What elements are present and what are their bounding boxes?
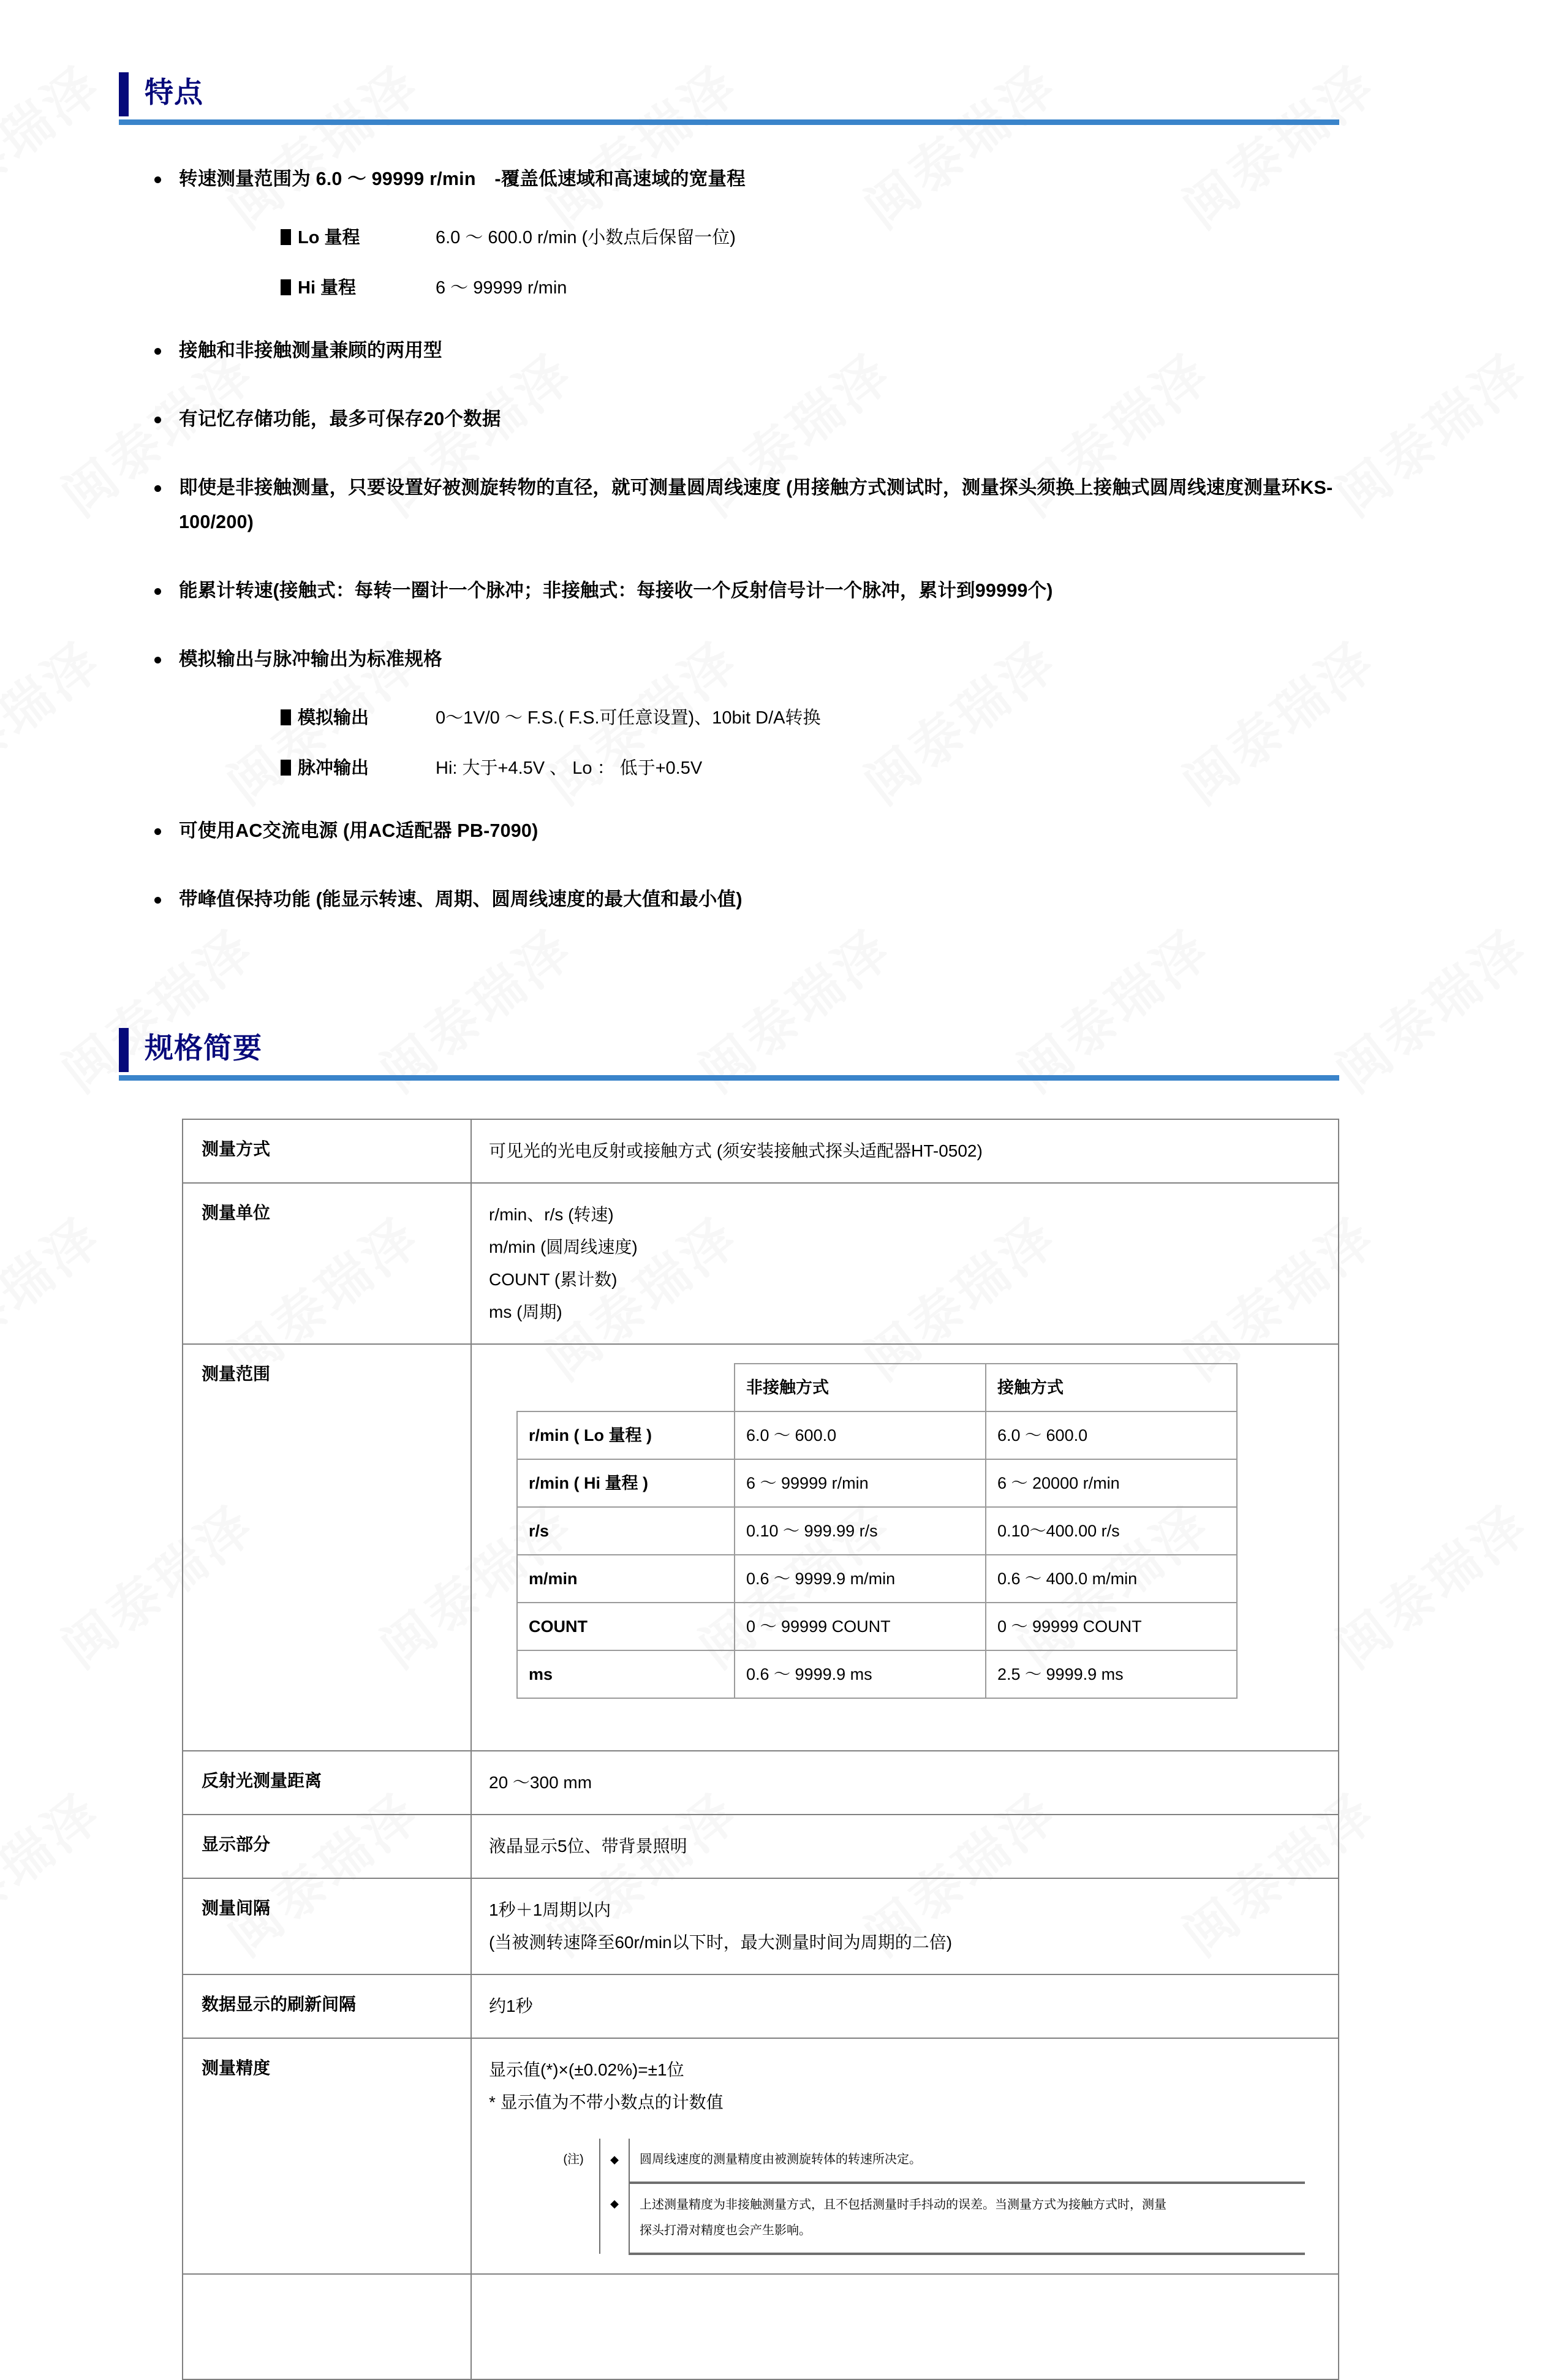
sublist-item [281, 754, 1335, 783]
range-table-column-header: 接触方式 [986, 1364, 1237, 1411]
spec-table [182, 1119, 1339, 2380]
spec-key: 测量单位 [183, 1183, 471, 1344]
range-table-corner [517, 1364, 735, 1411]
spec-value-line: * 显示值为不带小数点的计数值 [489, 2093, 724, 2112]
spec-value [471, 1119, 1339, 1183]
spec-value-line: (当被测转速降至60r/min以下时，最大测量时间为周期的二倍) [489, 1933, 953, 1952]
range-cell: 6.0 ～ 600.0 [735, 1411, 986, 1459]
table-row [183, 1815, 1339, 1878]
spec-key: 反射光测量距离 [183, 1751, 471, 1815]
specs-heading: 规格简要 [145, 1032, 262, 1064]
features-heading: 特点 [145, 76, 203, 108]
specs-section-header [119, 1024, 1339, 1081]
table-row [183, 1878, 1339, 1974]
spec-value-line: 1秒＋1周期以内 [489, 1900, 611, 1919]
note-tag-label: (注) [545, 2139, 600, 2183]
table-row [183, 2274, 1339, 2379]
range-cell: 0.10 ～ 999.99 r/s [735, 1507, 986, 1555]
spec-key: 测量精度 [183, 2038, 471, 2274]
section-divider-rule [119, 1075, 1339, 1081]
spec-value [471, 1878, 1339, 1974]
spec-value-line: ms (周期) [489, 1302, 562, 1321]
table-row [183, 1119, 1339, 1183]
table-header-row [517, 1364, 1237, 1411]
features-list [147, 162, 1335, 916]
range-cell: 0 ～ 99999 COUNT [986, 1603, 1237, 1650]
diamond-bullet-icon: ◆ [600, 2139, 629, 2183]
feature-item: 能累计转速(接触式：每转一圈计一个脉冲；非接触式：每接收一个反射信号计一个脉冲，累计到99999个) [147, 573, 1335, 608]
table-row [183, 1751, 1339, 1815]
note-tag-spacer [545, 2183, 600, 2254]
spec-value-line: 液晶显示5位、带背景照明 [489, 1837, 687, 1856]
measurement-range-table [516, 1363, 1238, 1699]
sublist-item-label: Lo 量程 [298, 228, 360, 247]
sublist-item [281, 273, 1335, 303]
range-cell: 0.10～400.00 r/s [986, 1507, 1237, 1555]
spec-key: 测量方式 [183, 1119, 471, 1183]
spec-value-line: 约1秒 [489, 1997, 533, 2015]
range-row-label: COUNT [517, 1603, 735, 1650]
spec-key: 测量范围 [183, 1344, 471, 1751]
feature-item: 接触和非接触测量兼顾的两用型 [147, 333, 1335, 368]
note-line: 探头打滑对精度也会产生影响。 [640, 2224, 811, 2237]
spec-value [471, 1183, 1339, 1344]
features-section [0, 69, 1457, 916]
spec-value [471, 1815, 1339, 1878]
table-row [517, 1459, 1237, 1507]
sublist-item-value: 6.0 ～ 600.0 r/min (小数点后保留一位) [436, 228, 736, 247]
square-bullet-icon [281, 229, 291, 245]
spec-value [471, 1751, 1339, 1815]
accuracy-notes [545, 2139, 1305, 2255]
table-row [183, 1183, 1339, 1344]
range-cell: 6 ～ 99999 r/min [735, 1459, 986, 1507]
sublist-item-value: 6 ～ 99999 r/min [436, 278, 567, 298]
spec-value-line: r/min、r/s (转速) [489, 1205, 614, 1224]
spec-value-line: 20 ～300 mm [489, 1773, 592, 1792]
feature-item: 有记忆存储功能，最多可保存20个数据 [147, 402, 1335, 436]
range-table-column-header: 非接触方式 [735, 1364, 986, 1411]
sublist-item-label: Hi 量程 [298, 278, 357, 298]
diamond-bullet-icon: ◆ [600, 2183, 629, 2254]
section-accent-bar [119, 1028, 129, 1072]
range-cell: 6.0 ～ 600.0 [986, 1411, 1237, 1459]
note-line: 上述测量精度为非接触测量方式，且不包括测量时手抖动的误差。当测量方式为接触方式时，测量 [640, 2198, 1166, 2212]
range-row-label: r/min ( Hi 量程 ) [517, 1459, 735, 1507]
table-row [183, 2038, 1339, 2274]
section-divider-rule [119, 119, 1339, 125]
note-line: 圆周线速度的测量精度由被测旋转体的转速所决定。 [640, 2153, 921, 2166]
range-row-label: m/min [517, 1555, 735, 1603]
spec-key: 显示部分 [183, 1815, 471, 1878]
sublist-item-label: 脉冲输出 [298, 758, 369, 778]
spec-key: 测量间隔 [183, 1878, 471, 1974]
table-row [517, 1650, 1237, 1698]
range-cell: 0.6 ～ 400.0 m/min [986, 1555, 1237, 1603]
range-cell: 2.5 ～ 9999.9 ms [986, 1650, 1237, 1698]
range-sublist [147, 223, 1335, 303]
output-sublist [147, 703, 1335, 783]
range-cell: 0.6 ～ 9999.9 m/min [735, 1555, 986, 1603]
measurement-range-table-wrapper [472, 1345, 1338, 1710]
note-row [545, 2139, 1305, 2183]
note-text [629, 2183, 1305, 2254]
spec-value-line: m/min (圆周线速度) [489, 1237, 638, 1256]
section-spacer [0, 951, 1457, 1024]
spec-value-line: 显示值(*)×(±0.02%)=±1位 [489, 2060, 684, 2079]
feature-item: 可使用AC交流电源 (用AC适配器 PB-7090) [147, 814, 1335, 848]
section-accent-bar [119, 72, 129, 116]
range-row-label: ms [517, 1650, 735, 1698]
spec-table-wrapper [182, 1119, 1339, 2380]
feature-item: 转速测量范围为 6.0 ～ 99999 r/min -覆盖低速域和高速域的宽量程 [147, 162, 1335, 196]
sublist-item [281, 703, 1335, 733]
sublist-item-value: 0～1V/0 ～ F.S.( F.S.可任意设置)、10bit D/A转换 [436, 708, 821, 728]
table-row [183, 1974, 1339, 2038]
spec-key: 数据显示的刷新间隔 [183, 1974, 471, 2038]
spec-value [471, 1974, 1339, 2038]
table-row [517, 1603, 1237, 1650]
specs-section [0, 1024, 1457, 2380]
table-row [517, 1507, 1237, 1555]
feature-item: 带峰值保持功能 (能显示转速、周期、圆周线速度的最大值和最小值) [147, 882, 1335, 916]
square-bullet-icon [281, 279, 291, 295]
sublist-item-label: 模拟输出 [298, 708, 369, 728]
range-cell: 0 ～ 99999 COUNT [735, 1603, 986, 1650]
table-row [517, 1555, 1237, 1603]
spec-value-line: 可见光的光电反射或接触方式 (须安装接触式探头适配器HT-0502) [489, 1141, 983, 1160]
document-page [0, 69, 1457, 2237]
page-content [0, 69, 1457, 2380]
spec-key [183, 2274, 471, 2379]
range-row-label: r/s [517, 1507, 735, 1555]
notes-table [545, 2139, 1305, 2255]
spec-value [471, 2038, 1339, 2274]
range-row-label: r/min ( Lo 量程 ) [517, 1411, 735, 1459]
note-row [545, 2183, 1305, 2254]
sublist-item [281, 223, 1335, 252]
feature-item: 即使是非接触测量，只要设置好被测旋转物的直径，就可测量圆周线速度 (用接触方式测试时，测量探头须换上接触式圆周线速度测量环KS-100/200) [147, 470, 1335, 539]
feature-item: 模拟输出与脉冲输出为标准规格 [147, 642, 1335, 676]
sublist-item-value: Hi: 大于+4.5V 、 Lo ： 低于+0.5V [436, 758, 703, 778]
spec-value-line: COUNT (累计数) [489, 1270, 618, 1289]
square-bullet-icon [281, 709, 291, 725]
square-bullet-icon [281, 760, 291, 776]
range-cell: 0.6 ～ 9999.9 ms [735, 1650, 986, 1698]
features-section-header [119, 69, 1339, 125]
spec-value [471, 2274, 1339, 2379]
spec-value [471, 1344, 1339, 1751]
table-row [183, 1344, 1339, 1751]
table-row [517, 1411, 1237, 1459]
range-cell: 6 ～ 20000 r/min [986, 1459, 1237, 1507]
note-text [629, 2139, 1305, 2183]
